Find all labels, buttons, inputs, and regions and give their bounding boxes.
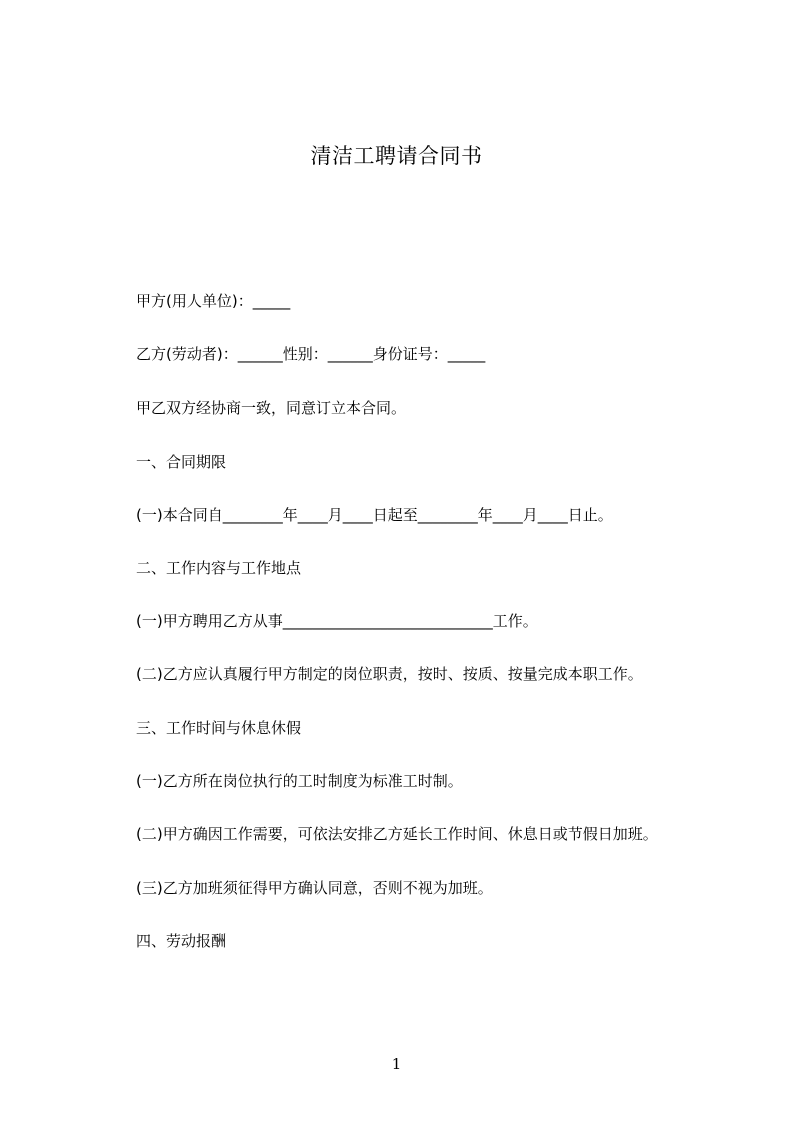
- agreement-statement: 甲乙双方经协商一致，同意订立本合同。: [136, 399, 407, 417]
- section-heading-remuneration: 四、劳动报酬: [136, 932, 227, 950]
- work-content-clause-2: (二)乙方应认真履行甲方制定的岗位职责，按时、按质、按量完成本职工作。: [136, 665, 643, 683]
- document-title: 清洁工聘请合同书: [310, 144, 483, 168]
- section-heading-contract-term: 一、合同期限: [136, 453, 227, 471]
- contract-term-clause-1: (一)本合同自________年____月____日起至________年____月____日止。: [136, 506, 613, 524]
- work-hours-clause-2: (二)甲方确因工作需要，可依法安排乙方延长工作时间、休息日或节假日加班。: [136, 825, 658, 843]
- section-heading-work-hours: 三、工作时间与休息休假: [136, 719, 302, 737]
- work-hours-clause-1: (一)乙方所在岗位执行的工时制度为标准工时制。: [136, 772, 463, 790]
- party-b-line: 乙方(劳动者)：______性别：______身份证号：_____: [136, 345, 486, 363]
- work-content-clause-1: (一)甲方聘用乙方从事____________________________工作。: [136, 612, 538, 630]
- page-number: 1: [391, 1055, 402, 1073]
- party-a-line: 甲方(用人单位)：_____: [136, 292, 291, 310]
- section-heading-work-content: 二、工作内容与工作地点: [136, 559, 302, 577]
- work-hours-clause-3: (三)乙方加班须征得甲方确认同意，否则不视为加班。: [136, 879, 493, 897]
